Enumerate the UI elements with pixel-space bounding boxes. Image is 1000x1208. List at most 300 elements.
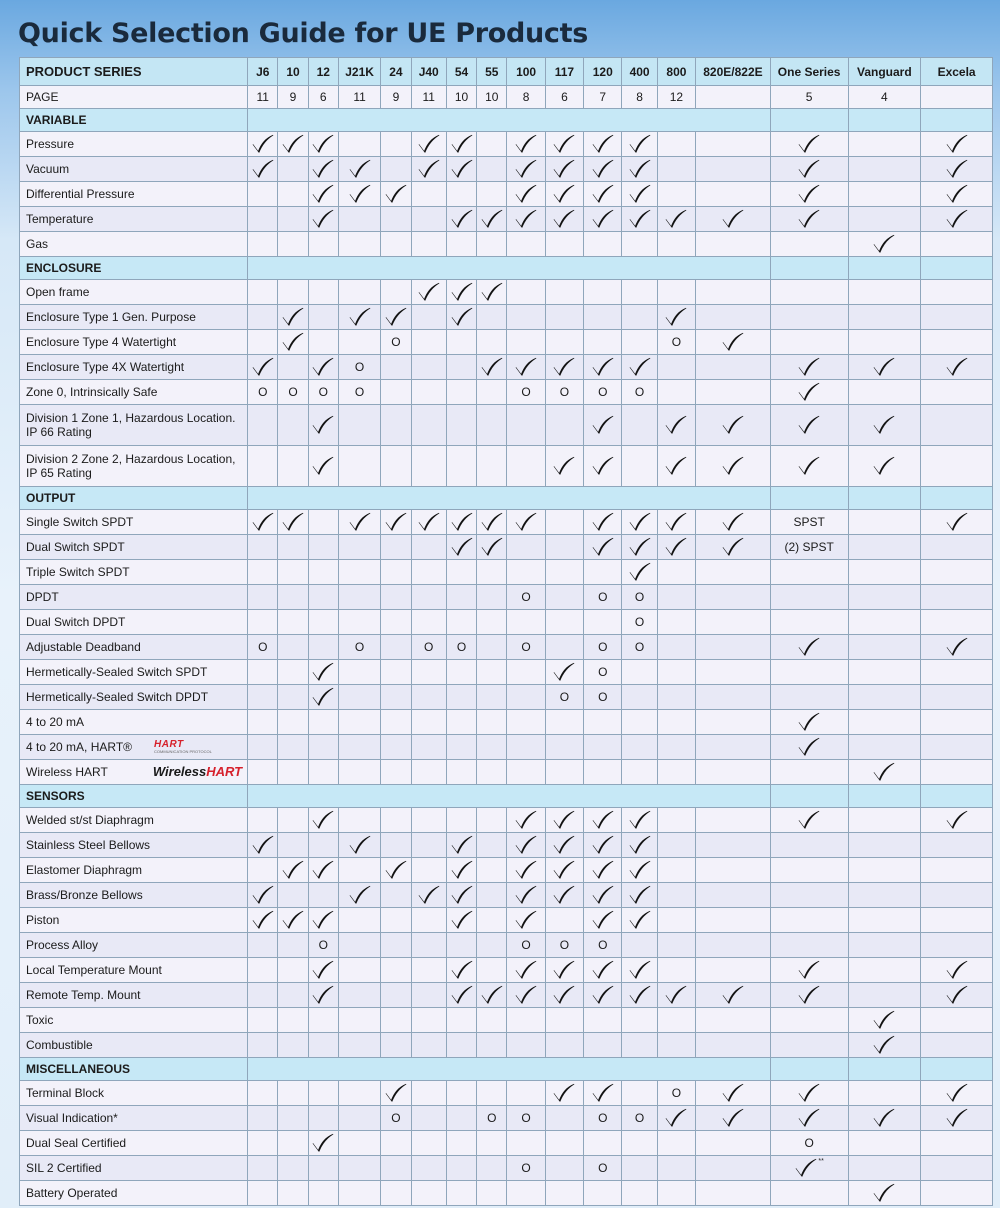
row-label	[20, 86, 248, 109]
checkmark-icon	[797, 985, 821, 1005]
check-icon	[622, 207, 657, 232]
cell-j40	[411, 808, 446, 833]
cell-10	[278, 182, 308, 207]
row-label	[20, 933, 248, 958]
cell-820e-822e	[696, 760, 771, 785]
cell-120	[584, 933, 622, 958]
cell-j40	[411, 330, 446, 355]
checkmark-icon	[591, 960, 615, 980]
section-title: VARIABLE	[20, 109, 248, 132]
cell-j21k	[338, 280, 380, 305]
cell-24	[381, 446, 411, 487]
checkmark-icon	[281, 134, 305, 154]
check-icon	[696, 405, 771, 446]
checkmark-icon	[628, 134, 652, 154]
cell-54	[446, 933, 476, 958]
cell-12	[308, 1008, 338, 1033]
cell-10	[278, 1081, 308, 1106]
cell-54	[446, 405, 476, 446]
cell-10	[278, 560, 308, 585]
cell-10	[278, 883, 308, 908]
cell-12	[308, 280, 338, 305]
optional-marker: O	[671, 335, 682, 349]
cell-54	[446, 760, 476, 785]
column-header-j6: J6	[248, 58, 278, 86]
cell-vanguard	[848, 610, 921, 635]
cell-one-series	[770, 660, 848, 685]
check-icon	[381, 858, 411, 883]
cell-55	[477, 883, 507, 908]
cell-117	[545, 1131, 583, 1156]
checkmark-icon	[552, 810, 576, 830]
cell-55	[477, 958, 507, 983]
cell-value: 6	[561, 90, 568, 104]
row-label	[20, 157, 248, 182]
cell-800	[657, 560, 695, 585]
cell-12	[308, 760, 338, 785]
row-label	[20, 560, 248, 585]
cell-j40	[411, 1008, 446, 1033]
cell-120	[584, 710, 622, 735]
row-label-text: 4 to 20 mA, HART®	[26, 739, 132, 754]
check-icon	[446, 908, 476, 933]
cell-j40	[411, 908, 446, 933]
row-label-text: Single Switch SPDT	[26, 515, 134, 529]
cell-820e-822e	[696, 86, 771, 109]
check-icon	[622, 983, 657, 1008]
cell-24	[381, 355, 411, 380]
cell-excela	[921, 86, 993, 109]
cell-400	[622, 1156, 657, 1181]
column-header-product-series: PRODUCT SERIES	[20, 58, 248, 86]
cell-j6	[248, 330, 278, 355]
cell-j40	[411, 760, 446, 785]
cell-j40	[411, 610, 446, 635]
cell-12	[308, 1156, 338, 1181]
row-label	[20, 1106, 248, 1131]
table-row-local-temperature-mount	[20, 958, 993, 983]
check-icon	[308, 908, 338, 933]
cell-12	[308, 883, 338, 908]
check-icon	[278, 132, 308, 157]
cell-j21k	[338, 1131, 380, 1156]
checkmark-icon	[591, 910, 615, 930]
table-row-4-to-20-ma	[20, 710, 993, 735]
optional-marker: O	[559, 938, 570, 952]
check-icon	[338, 883, 380, 908]
cell-j21k	[338, 330, 380, 355]
cell-117	[545, 610, 583, 635]
check-icon	[848, 446, 921, 487]
checkmark-icon	[514, 835, 538, 855]
cell-j21k	[338, 685, 380, 710]
cell-117	[545, 933, 583, 958]
cell-24	[381, 685, 411, 710]
optional-marker: O	[634, 615, 645, 629]
checkmark-icon	[514, 134, 538, 154]
cell-24	[381, 958, 411, 983]
checkmark-icon	[628, 209, 652, 229]
check-icon	[921, 1106, 993, 1131]
column-header-10: 10	[278, 58, 308, 86]
cell-54	[446, 86, 476, 109]
check-icon	[507, 207, 545, 232]
checkmark-icon	[552, 960, 576, 980]
check-icon	[696, 510, 771, 535]
table-row-terminal-block	[20, 1081, 993, 1106]
check-icon	[770, 207, 848, 232]
checkmark-icon	[591, 456, 615, 476]
checkmark-icon	[348, 512, 372, 532]
cell-400	[622, 380, 657, 405]
checkmark-icon	[721, 512, 745, 532]
optional-marker: O	[521, 385, 531, 399]
table-row-toxic	[20, 1008, 993, 1033]
cell-vanguard	[848, 883, 921, 908]
cell-vanguard	[848, 207, 921, 232]
cell-100	[507, 280, 545, 305]
row-label	[20, 983, 248, 1008]
table-row-dual-switch-dpdt	[20, 610, 993, 635]
cell-one-series	[770, 535, 848, 560]
check-icon	[921, 355, 993, 380]
cell-400	[622, 933, 657, 958]
checkmark-icon	[450, 885, 474, 905]
cell-117	[545, 535, 583, 560]
check-icon	[584, 908, 622, 933]
row-label-text: Vacuum	[26, 162, 70, 176]
check-icon	[278, 330, 308, 355]
checkmark-icon	[872, 357, 896, 377]
checkmark-icon	[628, 562, 652, 582]
table-row-brass-bronze-bellows	[20, 883, 993, 908]
cell-55	[477, 760, 507, 785]
cell-820e-822e	[696, 808, 771, 833]
row-label-text: Visual Indication*	[26, 1111, 118, 1125]
table-row-remote-temp-mount	[20, 983, 993, 1008]
cell-vanguard	[848, 585, 921, 610]
cell-excela	[921, 933, 993, 958]
check-icon	[584, 132, 622, 157]
cell-55	[477, 1081, 507, 1106]
cell-100	[507, 1156, 545, 1181]
cell-j6	[248, 710, 278, 735]
check-icon	[696, 535, 771, 560]
cell-10	[278, 760, 308, 785]
cell-one-series	[770, 833, 848, 858]
cell-100	[507, 405, 545, 446]
row-label-text: Hermetically-Sealed Switch SPDT	[26, 665, 208, 679]
checkmark-icon	[797, 810, 821, 830]
check-icon	[657, 983, 695, 1008]
checkmark-icon	[628, 835, 652, 855]
checkmark-icon	[628, 357, 652, 377]
cell-400	[622, 330, 657, 355]
cell-117	[545, 380, 583, 405]
cell-100	[507, 710, 545, 735]
row-label	[20, 1081, 248, 1106]
check-icon	[278, 908, 308, 933]
cell-j21k	[338, 232, 380, 257]
cell-820e-822e	[696, 355, 771, 380]
check-icon	[696, 330, 771, 355]
checkmark-icon	[450, 985, 474, 1005]
check-icon	[477, 207, 507, 232]
check-icon	[921, 157, 993, 182]
table-row-dpdt	[20, 585, 993, 610]
cell-12	[308, 735, 338, 760]
cell-excela	[921, 1181, 993, 1206]
cell-value: 5	[805, 90, 813, 104]
cell-j6	[248, 405, 278, 446]
check-icon	[545, 132, 583, 157]
check-icon	[338, 182, 380, 207]
row-label-text: Toxic	[26, 1013, 54, 1027]
row-label	[20, 685, 248, 710]
cell-54	[446, 1131, 476, 1156]
cell-j6	[248, 933, 278, 958]
cell-54	[446, 1106, 476, 1131]
cell-800	[657, 1033, 695, 1058]
column-header-j40: J40	[411, 58, 446, 86]
cell-55	[477, 660, 507, 685]
cell-j21k	[338, 610, 380, 635]
checkmark-icon	[311, 687, 335, 707]
cell-55	[477, 908, 507, 933]
cell-j21k	[338, 446, 380, 487]
cell-value: 10	[454, 90, 469, 104]
cell-j6	[248, 1033, 278, 1058]
checkmark-icon	[450, 282, 474, 302]
checkmark-icon	[628, 810, 652, 830]
checkmark-icon	[384, 512, 408, 532]
cell-117	[545, 405, 583, 446]
check-icon	[507, 908, 545, 933]
cell-24	[381, 833, 411, 858]
checkmark-icon	[348, 835, 372, 855]
cell-400	[622, 1008, 657, 1033]
check-icon	[545, 983, 583, 1008]
checkmark-icon	[251, 159, 275, 179]
check-icon	[696, 207, 771, 232]
optional-marker: O	[598, 640, 608, 654]
check-icon	[446, 858, 476, 883]
checkmark-icon	[872, 456, 896, 476]
cell-j6	[248, 858, 278, 883]
cell-j40	[411, 380, 446, 405]
check-icon	[770, 710, 848, 735]
checkmark-icon	[591, 860, 615, 880]
checkmark-icon	[872, 762, 896, 782]
check-icon	[507, 355, 545, 380]
row-label-text: Stainless Steel Bellows	[26, 838, 151, 852]
cell-400	[622, 280, 657, 305]
cell-100	[507, 660, 545, 685]
cell-117	[545, 280, 583, 305]
check-icon	[770, 405, 848, 446]
cell-800	[657, 858, 695, 883]
optional-marker: O	[598, 385, 608, 399]
cell-value: 4	[880, 90, 888, 104]
check-icon	[584, 157, 622, 182]
check-icon	[308, 983, 338, 1008]
checkmark-icon	[664, 512, 688, 532]
cell-j40	[411, 535, 446, 560]
row-label	[20, 380, 248, 405]
cell-800	[657, 355, 695, 380]
cell-800	[657, 380, 695, 405]
cell-j40	[411, 1106, 446, 1131]
cell-117	[545, 330, 583, 355]
checkmark-icon	[281, 332, 305, 352]
checkmark-icon	[591, 537, 615, 557]
checkmark-icon	[628, 910, 652, 930]
check-icon	[584, 833, 622, 858]
optional-marker: O	[598, 590, 608, 604]
check-icon	[507, 833, 545, 858]
cell-55	[477, 858, 507, 883]
check-icon	[770, 380, 848, 405]
cell-10	[278, 1033, 308, 1058]
cell-55	[477, 710, 507, 735]
row-label-text: Terminal Block	[26, 1086, 105, 1100]
check-icon	[921, 808, 993, 833]
cell-one-series	[770, 1131, 848, 1156]
checkmark-icon	[591, 985, 615, 1005]
optional-marker: O	[521, 640, 531, 654]
table-row-piston	[20, 908, 993, 933]
check-icon	[657, 510, 695, 535]
optional-marker: O	[354, 385, 365, 399]
optional-marker: O	[634, 1111, 645, 1125]
checkmark-icon	[450, 307, 474, 327]
check-icon	[657, 405, 695, 446]
cell-vanguard	[848, 380, 921, 405]
row-label	[20, 405, 248, 446]
cell-10	[278, 1008, 308, 1033]
cell-value: SPST	[793, 515, 825, 529]
cell-vanguard	[848, 86, 921, 109]
cell-12	[308, 1033, 338, 1058]
checkmark-icon	[591, 885, 615, 905]
checkmark-icon	[797, 184, 821, 204]
checkmark-icon	[450, 860, 474, 880]
cell-800	[657, 735, 695, 760]
optional-marker: O	[288, 385, 298, 399]
check-icon	[308, 207, 338, 232]
cell-120	[584, 1033, 622, 1058]
cell-24	[381, 330, 411, 355]
optional-marker: O	[456, 640, 467, 654]
checkmark-icon	[514, 960, 538, 980]
cell-24	[381, 1131, 411, 1156]
cell-800	[657, 808, 695, 833]
cell-55	[477, 833, 507, 858]
cell-one-series	[770, 305, 848, 330]
check-icon	[848, 355, 921, 380]
cell-800	[657, 1131, 695, 1156]
cell-j40	[411, 983, 446, 1008]
cell-54	[446, 610, 476, 635]
cell-100	[507, 685, 545, 710]
row-label	[20, 833, 248, 858]
optional-marker: O	[521, 1161, 531, 1175]
cell-120	[584, 232, 622, 257]
cell-j21k	[338, 808, 380, 833]
checkmark-icon	[664, 209, 688, 229]
checkmark-icon	[311, 134, 335, 154]
cell-one-series	[770, 280, 848, 305]
row-label-text: Open frame	[26, 285, 90, 299]
cell-j40	[411, 735, 446, 760]
cell-12	[308, 1181, 338, 1206]
checkmark-icon	[251, 835, 275, 855]
check-icon	[848, 1106, 921, 1131]
cell-j6	[248, 535, 278, 560]
cell-vanguard	[848, 132, 921, 157]
check-icon	[622, 355, 657, 380]
cell-54	[446, 1181, 476, 1206]
cell-j21k	[338, 858, 380, 883]
optional-marker: O	[559, 385, 570, 399]
check-icon	[921, 182, 993, 207]
checkmark-icon	[664, 537, 688, 557]
row-label	[20, 710, 248, 735]
optional-marker: O	[318, 938, 328, 952]
cell-vanguard	[848, 685, 921, 710]
cell-100	[507, 380, 545, 405]
cell-12	[308, 380, 338, 405]
optional-marker: O	[521, 590, 531, 604]
checkmark-icon	[251, 512, 275, 532]
check-icon	[381, 510, 411, 535]
cell-j40	[411, 446, 446, 487]
table-row-enclosure-type-4-watertight	[20, 330, 993, 355]
check-icon	[507, 510, 545, 535]
cell-800	[657, 330, 695, 355]
table-row-combustible	[20, 1033, 993, 1058]
cell-120	[584, 1131, 622, 1156]
cell-12	[308, 635, 338, 660]
check-icon	[848, 1008, 921, 1033]
check-icon	[848, 405, 921, 446]
cell-117	[545, 585, 583, 610]
check-icon	[507, 958, 545, 983]
checkmark-icon	[945, 810, 969, 830]
row-label-text: Triple Switch SPDT	[26, 565, 130, 579]
cell-excela	[921, 735, 993, 760]
table-row-dual-seal-certified	[20, 1131, 993, 1156]
cell-10	[278, 535, 308, 560]
check-icon	[696, 1106, 771, 1131]
cell-j21k	[338, 1008, 380, 1033]
optional-marker: O	[354, 640, 365, 654]
check-icon	[338, 305, 380, 330]
cell-j6	[248, 685, 278, 710]
table-row-triple-switch-spdt	[20, 560, 993, 585]
cell-54	[446, 355, 476, 380]
checkmark-icon	[311, 662, 335, 682]
row-label-text: Process Alloy	[26, 938, 99, 952]
row-label	[20, 908, 248, 933]
cell-value: 7	[599, 90, 607, 104]
table-row-4-to-20-ma-hart	[20, 735, 993, 760]
cell-800	[657, 710, 695, 735]
checkmark-icon	[514, 810, 538, 830]
check-icon	[545, 808, 583, 833]
cell-100	[507, 735, 545, 760]
check-icon	[411, 510, 446, 535]
